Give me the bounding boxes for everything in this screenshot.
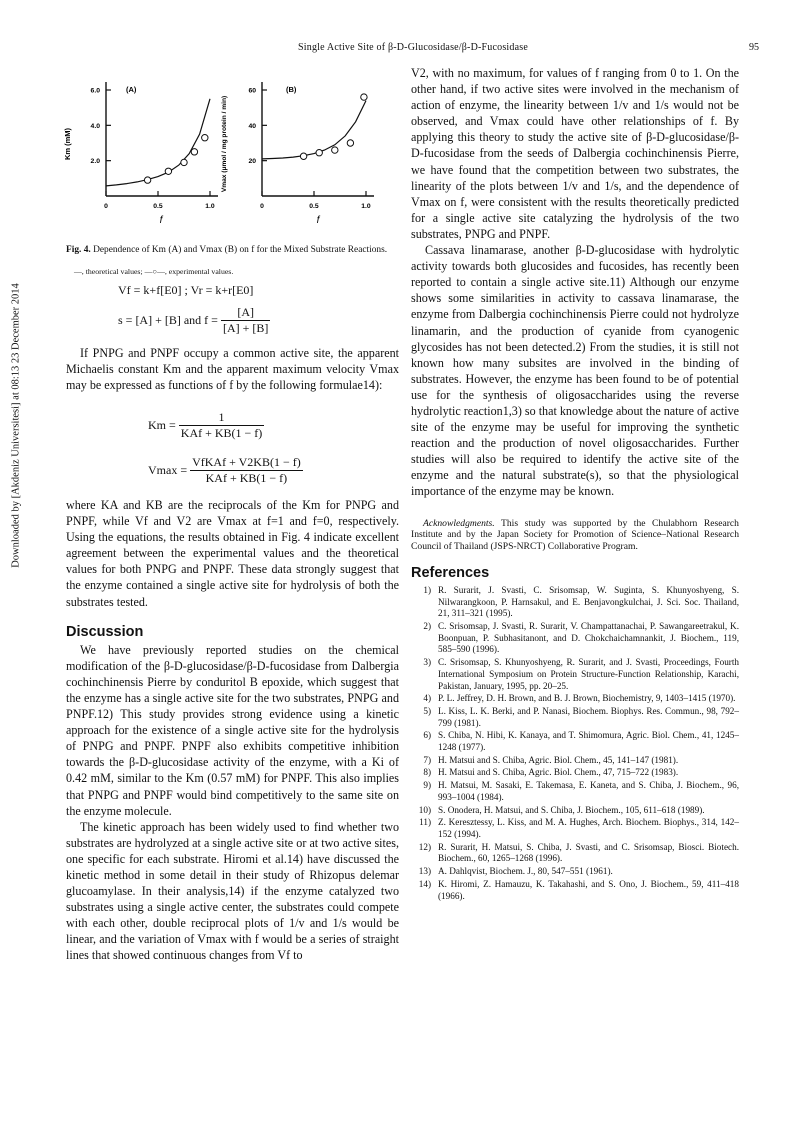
reference-text: Z. Keresztessy, L. Kiss, and M. A. Hughes, Arch. Biochem. Biophys., 314, 142–152 (1994). — [438, 817, 739, 839]
panel-a-chart — [63, 82, 218, 226]
panel-a-theoretical-line — [106, 99, 210, 186]
panel-b-x-tick-label: 0.5 — [309, 203, 319, 210]
discussion-heading: Discussion — [66, 623, 144, 640]
paragraph-single-site: V2, with no maximum, for values of f ranging from 0 to 1. On the other hand, if two active sites were involved in the mechanism of action of enzyme, the linearity between 1/v and 1/s would not be observed, and Vmax could have other relationships of f. By applying this theory to study the active site of β-D-glucosidase/β-D-fucosidase from the seeds of Dalbergia cochinchinensis Pierre, we have found that the competition between two substrates, the linearity of the plots between 1/v and 1/s, and the dependence of Vmax on f, were consistent with the results theoretically predicted for a single active site catalyzing the hydrolysis of the two substrates, PNPG and PNPF. — [411, 66, 739, 241]
reference-number: 7) — [423, 754, 431, 765]
equation-v-defs: Vf = k+f[E0] ; Vr = k+r[E0] — [118, 283, 254, 297]
panel-b-chart — [221, 82, 374, 226]
panel-a-x-tick-label: 0 — [104, 203, 108, 210]
reference-item — [411, 805, 739, 817]
reference-text: C. Srisomsap, S. Khunyoshyeng, R. Surarit, and J. Svasti, Proceedings, Fourth International Symposium on Protein Structure-Function Relationship, Karachi, Pakistan, January, 1995, pp. 20–25. — [438, 657, 739, 691]
references-heading: References — [411, 564, 490, 581]
paragraph-formulae-intro: If PNPG and PNPF occupy a common active site, the apparent Michaelis constant Km and the apparent maximum velocity Vmax may be expressed as functions of f by the following formulae14): — [66, 346, 399, 393]
reference-item — [411, 657, 739, 692]
left-column-body — [66, 497, 399, 964]
reference-text: C. Srisomsap, J. Svasti, R. Surarit, V. Champattanachai, P. Sawangareetrakul, K. Boonpuan, P. Subhasitanont, and D. Chokchaichamnankit, J. Biochem., 119, 585–590 (1996). — [438, 621, 739, 655]
paragraph-discussion-2: The kinetic approach has been widely used to find whether two substrates are hydrolyzed at a single active site or at two active sites, one specific for each substrate. Hiromi et al.14) have discussed the kinetic method in some detail in their study of Rhizopus delemar glucoamylase. In their analysis,14) if the enzyme catalyzed two substrates using a single active center, the substrates could compete with each other, double reciprocal plots of 1/v and 1/s would be linear, and the variation of Vmax with f would be a series of straight lines that showed continuous changes from Vf to — [66, 819, 399, 963]
panel-b-experimental-point — [332, 147, 338, 153]
panel-b-x-tick-label: 1.0 — [361, 203, 371, 210]
reference-number: 13) — [418, 866, 431, 877]
reference-item — [411, 693, 739, 705]
running-title: Single Active Site of β-D-Glucosidase/β-D-Fucosidase — [298, 42, 528, 53]
reference-number: 8) — [423, 767, 431, 778]
paragraph-results: where KA and KB are the reciprocals of the Km for PNPG and PNPF, while Vf and V2 are Vmax at f=1 and f=0, respectively. Using the equations, the results obtained in Fig. 4 indicate excellent agreement between the experimental values and the theoretical values for both PNPG and PNPF. These data strongly suggest that the enzyme contained a single active site for hydrolysis of both the substrates tested. — [66, 498, 399, 609]
reference-text: A. Dahlqvist, Biochem. J., 80, 547–551 (1961). — [438, 866, 613, 877]
reference-text: R. Surarit, H. Matsui, S. Chiba, J. Svasti, and C. Srisomsap, Biosci. Biotech. Biochem., 60, 1265–1268 (1996). — [438, 841, 739, 864]
equation-s-f-def — [118, 305, 398, 336]
panel-a-y-tick-label: 4.0 — [90, 122, 100, 130]
reference-item — [411, 842, 739, 865]
reference-text: S. Chiba, N. Hibi, K. Kanaya, and T. Shimomura, Agric. Biol. Chem., 41, 1245–1248 (1977). — [438, 730, 739, 753]
panel-a-experimental-point — [144, 177, 150, 183]
paragraph-discussion-1: We have previously reported studies on the chemical modification of the β-D-glucosidase/β-D-fucosidase from Dalbergia cochinchinensis Pierre by conduritol B epoxide, which suggest that the enzyme has a single active site for the two substrates, PNPG and PNPF.12) This study provides strong evidence using a kinetic approach for the existence of a single active site for the hydrolysis of PNPG and PNPF. PNPF also exhibits competitive inhibition towards the β-D-glucosidase activity of the enzyme, with a Ki of 0.42 mM, similar to the Km (0.57 mM) for PNPF. This also implies that PNPG and PNPF would bind competitively to the same site on the enzyme molecule. — [66, 642, 399, 818]
paragraph-linamarase: Cassava linamarase, another β-D-glucosidase with hydrolytic activity towards both glucosides and fucosides, has recently been reported to contain a single active site.11) Although our enzyme shows some similarities in activity to cassava linamarase, the enzyme from Dalbergia cochinchinensis Pierre could not hydrolyze linamarin, and the production of cyanide from cyanogenic glycosides has not been detected.2) From the studies, it is still not known how many subsites are involved in the binding of substrates. However, the enzyme has been found to be of potential use for the synthesis of oligosaccharides using the reverse hydrolytic reaction1,3) so that knowledge about the nature of active site of the enzyme may be useful for improving the synthetic reaction and the production of novel oligosaccharides. Further studies will also be required to identify the active site of the enzyme and the natural substrate(s), so that the physiological importance of the enzyme may be known. — [411, 243, 739, 499]
caption-label: Fig. 4. — [66, 245, 91, 255]
reference-number: 11) — [419, 817, 431, 828]
panel-b-label: (B) — [286, 85, 297, 94]
reference-item — [411, 585, 739, 620]
equation-km-den: KAf + KB(1 − f) — [180, 426, 263, 440]
figure-4 — [60, 72, 400, 242]
equation-km-fraction — [179, 410, 265, 441]
panel-a-x-tick-label: 1.0 — [205, 203, 215, 210]
panel-b-experimental-point — [316, 150, 322, 156]
ack-text: This study was supported by the Chulabhorn Research Institute and by the Japan Society for Promotion of Science–National Research Council of Thailand (JSPS-NRCT) Collaborative Program. — [411, 517, 739, 553]
equation-km-num: 1 — [179, 410, 265, 426]
equation-vmax-fraction — [190, 455, 303, 486]
panel-a-x-tick-label: 0.5 — [153, 203, 163, 210]
equation-f-num: [A] — [221, 305, 270, 321]
reference-list — [411, 585, 739, 902]
reference-item — [411, 879, 739, 902]
panel-b-ylabel: Vmax (μmol / mg protein / min) — [221, 95, 228, 193]
equation-f-fraction — [221, 305, 270, 336]
figure-caption — [66, 244, 402, 256]
reference-text: S. Onodera, H. Matsui, and S. Chiba, J. Biochem., 105, 611–618 (1989). — [438, 804, 705, 815]
panel-a-experimental-point — [165, 168, 171, 174]
panel-b-experimental-point — [300, 153, 306, 159]
left-column-intro — [66, 345, 399, 393]
page-number: 95 — [749, 42, 759, 53]
equation-f-den: [A] + [B] — [222, 321, 269, 335]
panel-a-experimental-point — [181, 159, 187, 165]
panel-b-experimental-point — [361, 94, 367, 100]
reference-text: L. Kiss, L. K. Berki, and P. Nanasi, Biochem. Biophys. Res. Commun., 98, 792–799 (1981). — [438, 705, 739, 728]
panel-b-xlabel: f — [316, 215, 320, 226]
reference-text: K. Hiromi, Z. Hamauzu, K. Takahashi, and S. Ono, J. Biochem., 59, 411–418 (1966). — [438, 878, 739, 901]
panel-b-theoretical-line — [262, 101, 366, 159]
reference-number: 4) — [423, 693, 431, 704]
equation-s-def: s = [A] + [B] and f = — [118, 313, 218, 327]
equation-vmax-den: KAf + KB(1 − f) — [205, 471, 288, 485]
reference-item — [411, 730, 739, 753]
caption-text: Dependence of Km (A) and Vmax (B) on f for the Mixed Substrate Reactions. — [93, 245, 388, 255]
equation-km-lhs: Km = — [148, 418, 176, 432]
ack-label: Acknowledgments. — [423, 517, 495, 529]
panel-a-y-tick-label: 6.0 — [90, 87, 100, 95]
reference-number: 2) — [423, 621, 431, 632]
download-sidebar — [6, 180, 20, 680]
panel-b-y-tick-label: 60 — [248, 87, 256, 95]
reference-item — [411, 866, 739, 878]
reference-item — [411, 755, 739, 767]
reference-number: 10) — [418, 804, 431, 815]
reference-item — [411, 706, 739, 729]
reference-item — [411, 767, 739, 779]
reference-number: 9) — [423, 780, 431, 791]
reference-number: 1) — [423, 584, 431, 595]
panel-a-y-tick-label: 2.0 — [90, 158, 100, 166]
reference-text: H. Matsui and S. Chiba, Agric. Biol. Chem., 47, 715–722 (1983). — [438, 767, 679, 778]
reference-item — [411, 621, 739, 656]
acknowledgments — [411, 518, 739, 553]
reference-item — [411, 817, 739, 840]
reference-number: 14) — [418, 878, 431, 889]
reference-text: H. Matsui and S. Chiba, Agric. Biol. Chem., 45, 141–147 (1981). — [438, 754, 679, 765]
download-note: Downloaded by [Akdeniz Universitesi] at 08:13 23 December 2014 — [10, 283, 22, 568]
panel-a-experimental-point — [191, 149, 197, 155]
equation-vmax-lhs: Vmax = — [148, 463, 188, 477]
panel-b-x-tick-label: 0 — [260, 203, 264, 210]
reference-number: 6) — [423, 730, 431, 741]
equation-vmax — [148, 455, 388, 486]
reference-text: H. Matsui, M. Sasaki, E. Takemasa, E. Kaneta, and S. Chiba, J. Biochem., 96, 993–1004 (1984). — [438, 780, 739, 802]
panel-a-ylabel: Km (mM) — [63, 127, 72, 161]
panel-a-xlabel: f — [159, 215, 163, 226]
reference-number: 5) — [423, 705, 431, 716]
reference-item — [411, 780, 739, 803]
figure-legend: —, theoretical values; —○—, experimental values. — [74, 267, 234, 276]
reference-number: 3) — [423, 657, 431, 668]
panel-a-label: (A) — [126, 85, 137, 94]
reference-text: P. L. Jeffrey, D. H. Brown, and B. J. Brown, Biochemistry, 9, 1403–1415 (1970). — [438, 693, 736, 704]
reference-text: R. Surarit, J. Svasti, C. Srisomsap, W. Suginta, S. Khunyoshyeng, S. Nilwarangkoon, P. Harnsakul, and E. Benjavongkulchai, J. Sci. Soc. Thailand, 21, 311–321 (1995). — [438, 584, 739, 619]
panel-b-experimental-point — [347, 140, 353, 146]
reference-number: 12) — [418, 841, 431, 852]
right-column — [411, 65, 739, 903]
panel-b-y-tick-label: 20 — [248, 158, 256, 166]
equation-km — [148, 410, 368, 441]
panel-b-y-tick-label: 40 — [248, 122, 256, 130]
panel-a-experimental-point — [202, 135, 208, 141]
equation-vmax-num: VfKAf + V2KB(1 − f) — [192, 455, 301, 469]
